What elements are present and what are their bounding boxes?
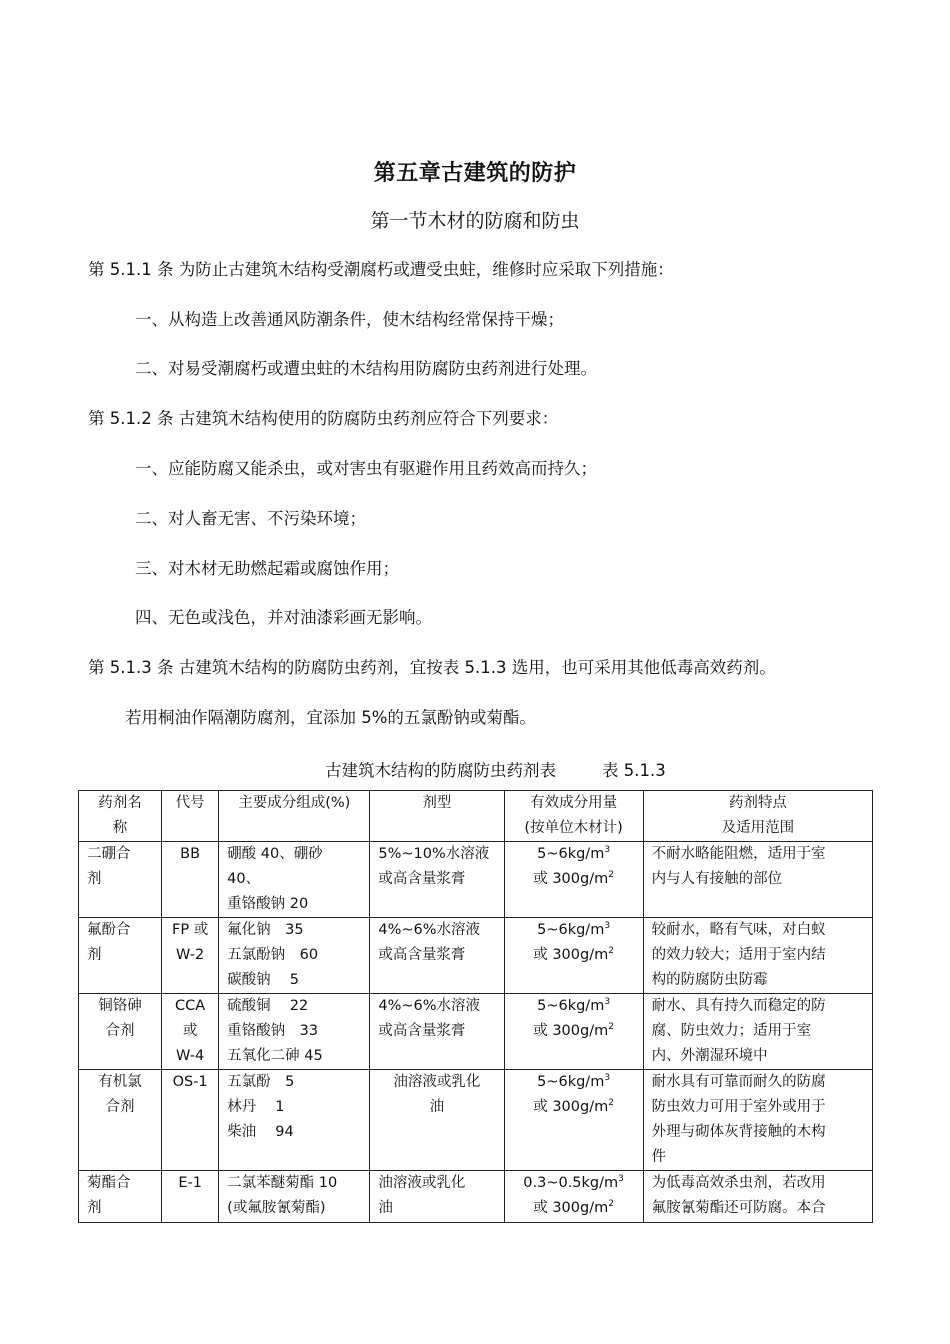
cell-composition: 二氯苯醚菊酯 10 (或氟胺氰菊酯)	[219, 1171, 370, 1223]
table-row	[79, 918, 873, 994]
table-header-row	[79, 791, 873, 842]
clause-note: 若用桐油作隔潮防腐剂，宜添加 5%的五氯酚钠或菊酯。	[125, 708, 536, 727]
chapter-title: 第五章古建筑的防护	[373, 161, 577, 186]
cell-composition: 硼酸 40、硼砂 40、 重铬酸钠 20	[219, 842, 370, 918]
cell-form: 4%~6%水溶液 或高含量浆膏	[370, 918, 504, 994]
table-row	[79, 994, 873, 1070]
table-caption	[325, 757, 666, 781]
table-number: 表 5.1.3	[602, 761, 666, 780]
cell-code: E-1	[162, 1171, 219, 1223]
cell-form: 油溶液或乳化 油	[370, 1171, 504, 1223]
section-title: 第一节木材的防腐和防虫	[370, 210, 580, 232]
cell-dosage: $5\sim 6kg/m^3$ 或 $300g/m^2$	[504, 842, 643, 918]
cell-dosage: $5\sim 6kg/m^3$ 或 $300g/m^2$	[504, 994, 643, 1070]
cell-composition: 硫酸铜 22 重铬酸钠 33 五氧化二砷 45	[219, 994, 370, 1070]
list-item: 一、从构造上改善通风防潮条件，使木结构经常保持干燥；	[135, 310, 564, 329]
table-row	[79, 842, 873, 918]
cell-code: BB	[162, 842, 219, 918]
clause-5-1-2: 第 5.1.2 条 古建筑木结构使用的防腐防虫药剂应符合下列要求：	[88, 409, 559, 428]
header-code: 代号	[162, 791, 219, 842]
cell-features: 耐水、具有持久而稳定的防 腐、防虫效力；适用于室 内、外潮湿环境中	[643, 994, 872, 1070]
header-features: 药剂特点 及适用范围	[643, 791, 872, 842]
cell-composition: 五氯酚 5 林丹 1 柴油 94	[219, 1070, 370, 1171]
clause-5-1-1: 第 5.1.1 条 为防止古建筑木结构受潮腐朽或遭受虫蛀，维修时应采取下列措施：	[88, 260, 674, 279]
cell-dosage: $5\sim 6kg/m^3$ 或 $300g/m^2$	[504, 918, 643, 994]
list-item: 四、无色或浅色，并对油漆彩画无影响。	[135, 608, 432, 627]
cell-features: 耐水具有可靠而耐久的防腐 防虫效力可用于室外或用于 外理与砌体灰背接触的木构 件	[643, 1070, 872, 1171]
cell-code: FP 或 W-2	[162, 918, 219, 994]
list-item: 二、对人畜无害、不污染环境；	[135, 509, 366, 528]
list-item: 三、对木材无助燃起霜或腐蚀作用；	[135, 559, 399, 578]
cell-name: 菊酯合 剂	[79, 1171, 162, 1223]
cell-composition: 氟化钠 35 五氯酚钠 60 碳酸钠 5	[219, 918, 370, 994]
cell-features: 不耐水略能阻燃，适用于室 内与人有接触的部位	[643, 842, 872, 918]
header-name: 药剂名 称	[79, 791, 162, 842]
header-composition: 主要成分组成(%)	[219, 791, 370, 842]
preservative-table	[78, 790, 873, 1223]
cell-name: 二硼合 剂	[79, 842, 162, 918]
list-item: 二、对易受潮腐朽或遭虫蛀的木结构用防腐防虫药剂进行处理。	[135, 359, 597, 378]
cell-form: 油溶液或乳化 油	[370, 1070, 504, 1171]
header-form: 剂型	[370, 791, 504, 842]
cell-name: 有机氯 合剂	[79, 1070, 162, 1171]
cell-dosage: $5\sim 6kg/m^3$ 或 $300g/m^2$	[504, 1070, 643, 1171]
table-row	[79, 1070, 873, 1171]
cell-name: 氟酚合 剂	[79, 918, 162, 994]
cell-code: OS-1	[162, 1070, 219, 1171]
table-caption-title: 古建筑木结构的防腐防虫药剂表	[325, 761, 556, 780]
cell-features: 为低毒高效杀虫剂，若改用 氟胺氰菊酯还可防腐。本合	[643, 1171, 872, 1223]
cell-name: 铜铬砷 合剂	[79, 994, 162, 1070]
list-item: 一、应能防腐又能杀虫，或对害虫有驱避作用且药效高而持久；	[135, 459, 597, 478]
table-row	[79, 1171, 873, 1223]
clause-5-1-3: 第 5.1.3 条 古建筑木结构的防腐防虫药剂，宜按表 5.1.3 选用，也可采用其他低毒高效药剂。	[88, 658, 776, 677]
header-dosage: 有效成分用量 (按单位木材计)	[504, 791, 643, 842]
cell-dosage: $0.3\sim 0.5kg/m^3$ 或 $300g/m^2$	[504, 1171, 643, 1223]
cell-features: 较耐水，略有气味，对白蚁 的效力较大；适用于室内结 构的防腐防虫防霉	[643, 918, 872, 994]
cell-form: 5%~10%水溶液 或高含量浆膏	[370, 842, 504, 918]
cell-form: 4%~6%水溶液 或高含量浆膏	[370, 994, 504, 1070]
cell-code: CCA 或 W-4	[162, 994, 219, 1070]
